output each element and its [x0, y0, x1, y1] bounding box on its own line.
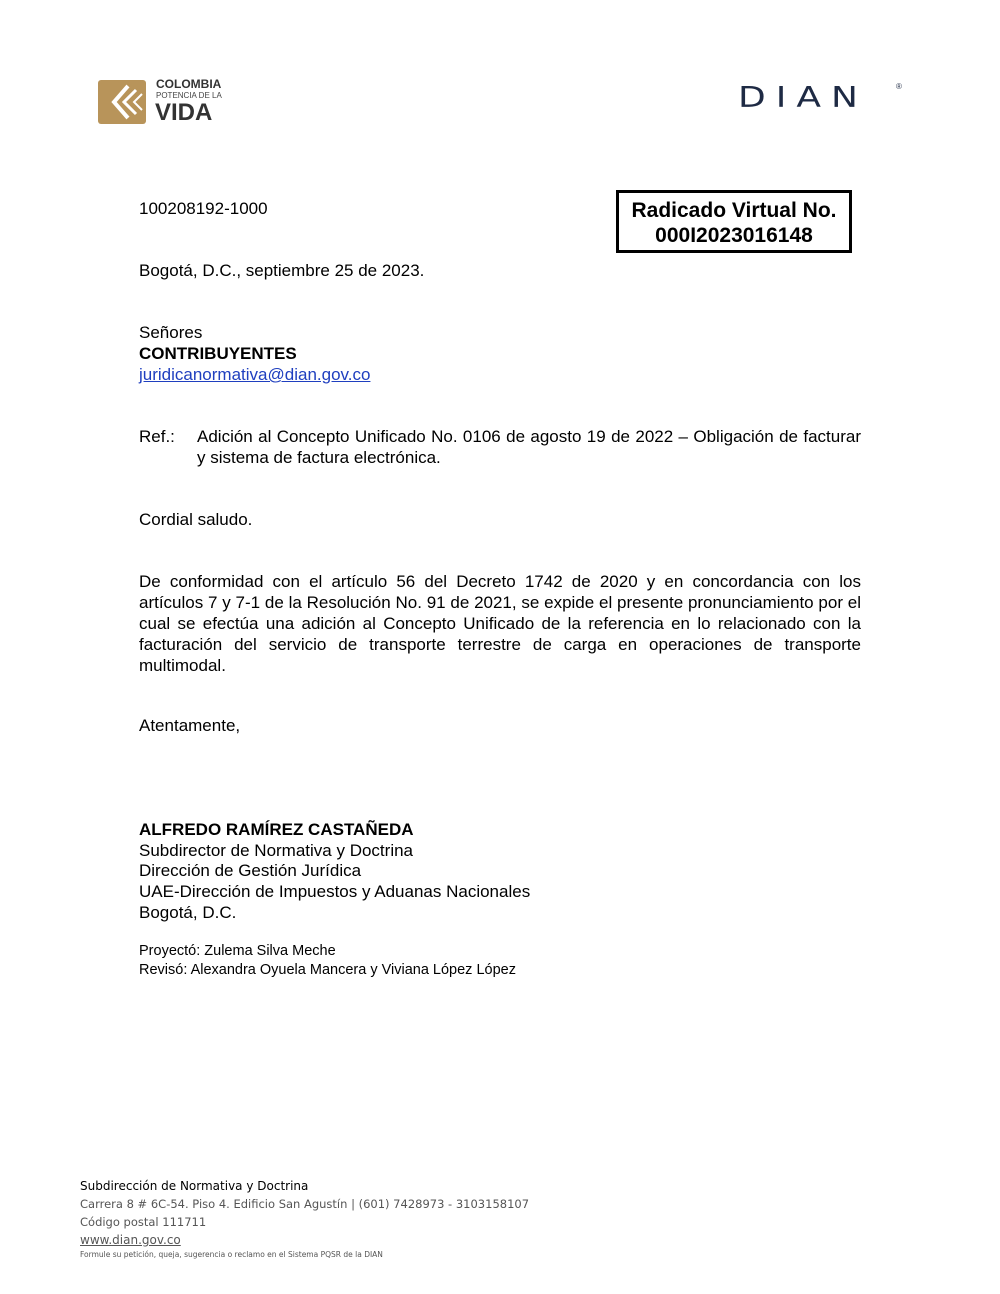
signer-city: Bogotá, D.C.	[139, 903, 237, 922]
date-line: Bogotá, D.C., septiembre 25 de 2023.	[139, 261, 425, 280]
logo-line1: COLOMBIA	[156, 77, 222, 91]
footer-note: Formule su petición, queja, sugerencia o reclamo en el Sistema PQSR de la DIAN	[80, 1250, 383, 1259]
recipient-salutation: Señores	[139, 323, 203, 342]
radicado-box	[616, 190, 852, 253]
credits-projected: Proyectó: Zulema Silva Meche	[139, 943, 336, 959]
greeting: Cordial saludo.	[139, 510, 253, 529]
colombia-logo-icon	[98, 78, 148, 126]
closing: Atentamente,	[139, 716, 241, 735]
radicado-label: Radicado Virtual No.	[631, 199, 837, 222]
ref-label: Ref.:	[139, 427, 175, 446]
footer-address: Carrera 8 # 6C-54. Piso 4. Edificio San Agustín | (601) 7428973 - 3103158107	[80, 1197, 530, 1211]
signer-title1: Subdirector de Normativa y Doctrina	[139, 841, 414, 860]
signer-title3: UAE-Dirección de Impuestos y Aduanas Nacionales	[139, 882, 531, 901]
body-paragraph: De conformidad con el artículo 56 del Decreto 1742 de 2020 y en concordancia con los artículos 7 y 7-1 de la Resolución No. 91 de 2021, se expide el presente pronunciamiento por el cual se efectúa una adición al Concepto Unificado de la referencia en lo relacionado con la facturación del servicio de transporte terrestre de carga en operaciones de transporte multimodal.	[139, 572, 861, 675]
signer-title2: Dirección de Gestión Jurídica	[139, 861, 362, 880]
recipient-email-link[interactable]: juridicanormativa@dian.gov.co	[139, 365, 371, 384]
radicado-number: 000I2023016148	[655, 224, 813, 247]
recipient-name: CONTRIBUYENTES	[139, 344, 297, 363]
dian-logo-text: DIAN	[738, 81, 868, 115]
footer-postal: Código postal 111711	[80, 1215, 207, 1229]
logo-line2: POTENCIA DE LA	[156, 91, 222, 100]
colombia-logo	[98, 78, 233, 126]
footer-website-link[interactable]: www.dian.gov.co	[80, 1233, 181, 1247]
registered-mark: ®	[896, 82, 902, 91]
dian-logo	[738, 81, 903, 120]
logo-line3: VIDA	[155, 99, 213, 126]
credits-reviewed: Revisó: Alexandra Oyuela Mancera y Viviana López López	[139, 962, 516, 978]
reference-number: 100208192-1000	[139, 199, 268, 218]
ref-text: Adición al Concepto Unificado No. 0106 de agosto 19 de 2022 – Obligación de facturar y sistema de factura electrónica.	[197, 427, 861, 467]
footer-office: Subdirección de Normativa y Doctrina	[80, 1179, 309, 1193]
signer-name: ALFREDO RAMÍREZ CASTAÑEDA	[139, 820, 414, 839]
